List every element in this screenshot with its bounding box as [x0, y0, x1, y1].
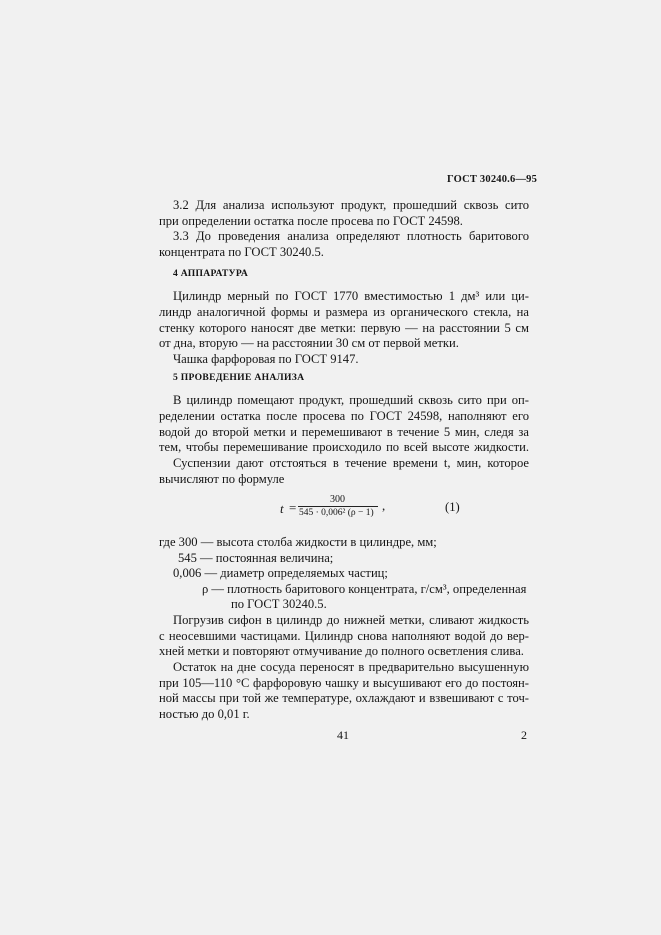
paragraph-siphon-line-3: хней метки и повторяют отмучивание до полного осветления слива.	[159, 644, 524, 658]
paragraph-residue-line-1: Остаток на дне сосуда переносят в предварительно высушенную	[173, 660, 529, 674]
clause-3-3-line-1: 3.3 До проведения анализа определяют плотность баритового	[173, 229, 529, 243]
section-5-line-4: тем, чтобы перемешивание происходило по всей высоте жидкости.	[159, 440, 529, 454]
section-5-line-3: водой до второй метки и перемешивают в течение 5 мин, следя за	[159, 425, 529, 439]
paragraph-residue-line-2: при 105—110 °С фарфоровую чашку и высушивают его до постоян-	[159, 676, 529, 690]
section-5-heading: 5 ПРОВЕДЕНИЕ АНАЛИЗА	[173, 372, 305, 383]
where-line-5: по ГОСТ 30240.5.	[231, 597, 327, 611]
section-4-line-3: стенку которого наносят две метки: первую — на расстоянии 5 см	[159, 321, 529, 335]
section-4-line-1: Цилиндр мерный по ГОСТ 1770 вместимостью 1 дм³ или ци-	[173, 289, 529, 303]
where-line-1: где 300 — высота столба жидкости в цилиндре, мм;	[159, 535, 437, 549]
formula-fraction-bar	[298, 506, 378, 507]
page-number-right: 2	[521, 728, 527, 742]
formula-number: (1)	[445, 500, 460, 514]
paragraph-siphon-line-2: с неосевшими частицами. Цилиндр снова наполняют водой до вер-	[159, 629, 529, 643]
where-line-3: 0,006 — диаметр определяемых частиц;	[173, 566, 388, 580]
section-5-line-5: Суспензии дают отстояться в течение времени t, мин, которое	[173, 456, 529, 470]
section-4-line-2: линдр аналогичной формы и размера из органического стекла, на	[159, 305, 529, 319]
where-line-4: ρ — плотность баритового концентрата, г/см³, определенная	[202, 582, 527, 596]
page-number-left: 41	[337, 728, 349, 742]
formula-numerator: 300	[330, 494, 345, 505]
paragraph-residue-line-3: ной массы при той же температуре, охлаждают и взвешивают с точ-	[159, 691, 529, 705]
section-4-line-4: от дна, вторую — на расстоянии 30 см от первой метки.	[159, 336, 459, 350]
document-header: ГОСТ 30240.6—95	[447, 174, 538, 185]
paragraph-siphon-line-1: Погрузив сифон в цилиндр до нижней метки, сливают жидкость	[173, 613, 529, 627]
section-5-line-1: В цилиндр помещают продукт, прошедший сквозь сито при оп-	[173, 393, 529, 407]
where-line-2: 545 — постоянная величина;	[178, 551, 334, 565]
section-5-line-6: вычисляют по формуле	[159, 472, 285, 486]
section-4-heading: 4 АППАРАТУРА	[173, 268, 249, 279]
formula-comma: ,	[382, 498, 386, 513]
formula-equals: =	[289, 500, 297, 515]
section-5-line-2: ределении остатка после просева по ГОСТ 24598, наполняют его	[159, 409, 529, 423]
clause-3-3-line-2: концентрата по ГОСТ 30240.5.	[159, 245, 324, 259]
clause-3-2-line-2: при определении остатка после просева по ГОСТ 24598.	[159, 214, 463, 228]
paragraph-residue-line-4: ностью до 0,01 г.	[159, 707, 250, 721]
formula-denominator: 545 · 0,006² (ρ − 1)	[299, 508, 374, 518]
section-4-line-5: Чашка фарфоровая по ГОСТ 9147.	[173, 352, 359, 366]
clause-3-2-line-1: 3.2 Для анализа используют продукт, прошедший сквозь сито	[173, 198, 529, 212]
formula-variable: t	[280, 501, 284, 516]
